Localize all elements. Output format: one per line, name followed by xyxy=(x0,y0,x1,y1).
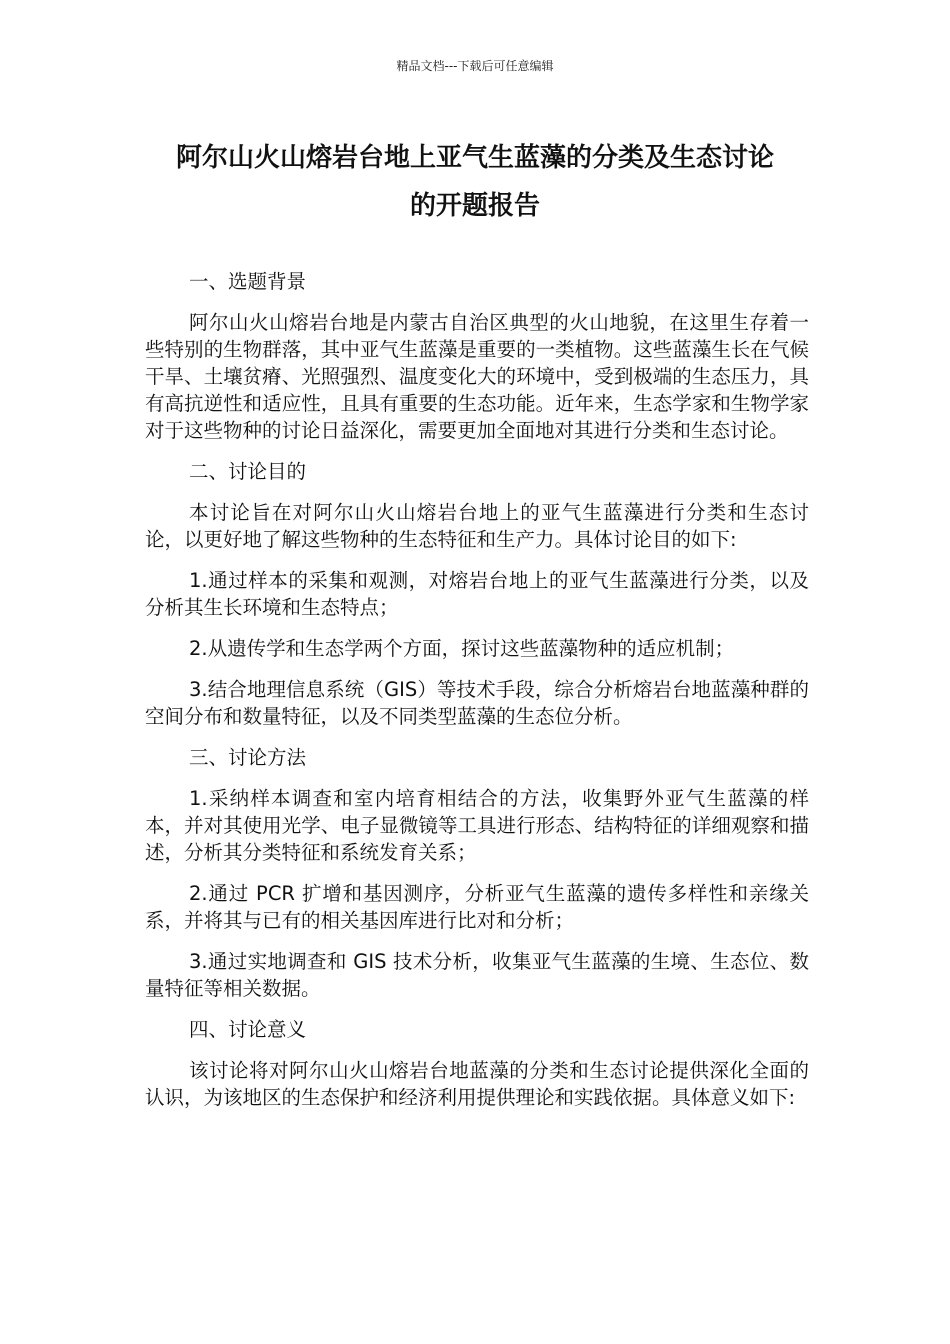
method-item-3: 3.通过实地调查和 GIS 技术分析，收集亚气生蓝藻的生境、生态位、数量特征等相关数据。 xyxy=(145,950,809,1000)
header-note: 精品文档---下载后可任意编辑 xyxy=(396,59,554,73)
objective-item-3: 3.结合地理信息系统（GIS）等技术手段，综合分析熔岩台地蓝藻种群的空间分布和数量特征，以及不同类型蓝藻的生态位分析。 xyxy=(145,678,809,728)
section-heading-significance: 四、讨论意义 xyxy=(189,1018,307,1041)
method-item-1: 1.采纳样本调查和室内培育相结合的方法，收集野外亚气生蓝藻的样本，并对其使用光学、电子显微镜等工具进行形态、结构特征的详细观察和描述，分析其分类特征和系统发育关系； xyxy=(145,787,809,864)
paragraph-objectives-intro: 本讨论旨在对阿尔山火山熔岩台地上的亚气生蓝藻进行分类和生态讨论，以更好地了解这些物种的生态特征和生产力。具体讨论目的如下: xyxy=(145,501,809,551)
section-heading-background: 一、选题背景 xyxy=(189,270,307,293)
method-item-2: 2.通过 PCR 扩增和基因测序，分析亚气生蓝藻的遗传多样性和亲缘关系，并将其与已有的相关基因库进行比对和分析； xyxy=(145,882,809,932)
document-title xyxy=(120,134,830,230)
title-line-2: 的开题报告 xyxy=(409,191,540,221)
title-line-1: 阿尔山火山熔岩台地上亚气生蓝藻的分类及生态讨论 xyxy=(175,143,774,173)
section-heading-methods: 三、讨论方法 xyxy=(189,746,307,769)
document-body xyxy=(145,268,809,1125)
paragraph-significance: 该讨论将对阿尔山火山熔岩台地蓝藻的分类和生态讨论提供深化全面的认识，为该地区的生态保护和经济利用提供理论和实践依据。具体意义如下: xyxy=(145,1059,809,1109)
section-heading-objectives: 二、讨论目的 xyxy=(189,460,307,483)
objective-item-2: 2.从遗传学和生态学两个方面，探讨这些蓝藻物种的适应机制； xyxy=(189,637,735,660)
paragraph-background: 阿尔山火山熔岩台地是内蒙古自治区典型的火山地貌，在这里生存着一些特别的生物群落，其中亚气生蓝藻是重要的一类植物。这些蓝藻生长在气候干旱、土壤贫瘠、光照强烈、温度变化大的环境中，受到极端的生态压力，具有高抗逆性和适应性，且具有重要的生态功能。近年来，生态学家和生物学家对于这些物种的讨论日益深化，需要更加全面地对其进行分类和生态讨论。 xyxy=(145,311,809,442)
objective-item-1: 1.通过样本的采集和观测，对熔岩台地上的亚气生蓝藻进行分类，以及分析其生长环境和生态特点； xyxy=(145,569,809,619)
